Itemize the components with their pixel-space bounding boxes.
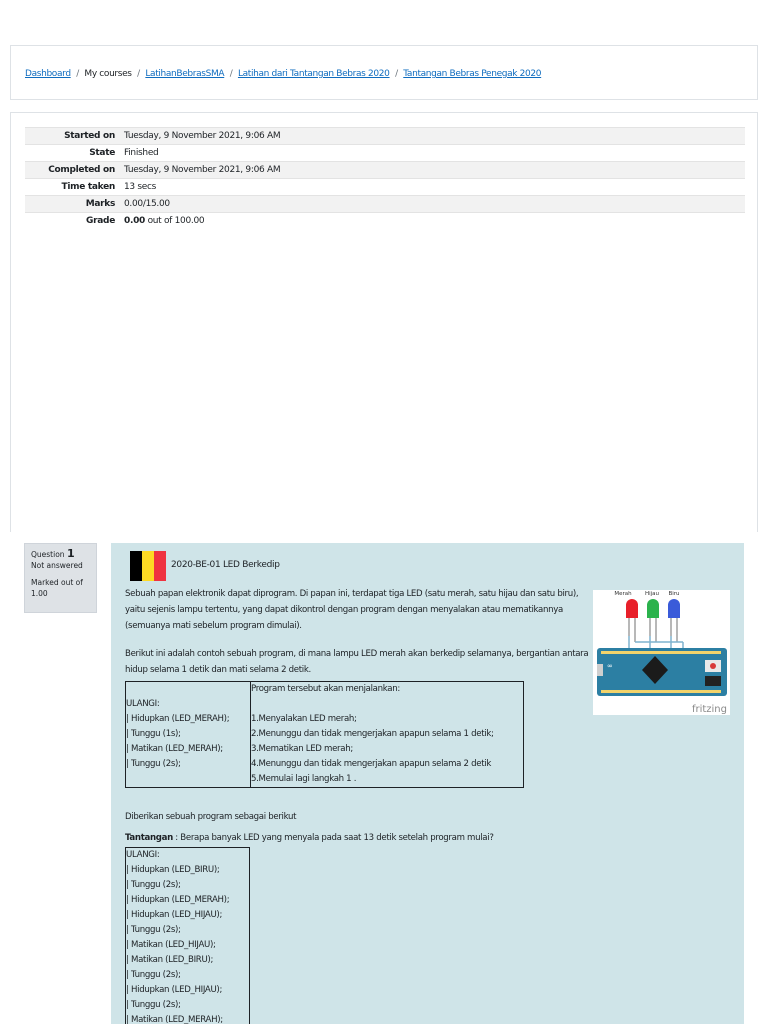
desc-line: 2.Menunggu dan tidak mengerjakan apapun selama 1 detik; [251,729,494,739]
challenge-text [125,830,625,846]
breadcrumb [25,69,541,79]
code-line: | Tunggu (2s); [126,880,181,890]
summary-row-grade [25,213,745,230]
belgium-flag-icon [130,551,166,581]
code-line: | Matikan (LED_MERAH); [126,744,223,754]
attempt-summary-panel [10,112,758,532]
challenge-question: : Berapa banyak LED yang menyala pada saat 13 detik setelah program mulai? [172,833,494,843]
code-line: ULANGI: [126,699,160,709]
given-program-text: Diberikan sebuah program sebagai berikut [125,812,297,822]
code-line: | Hidupkan (LED_HIJAU); [126,910,223,920]
flag-stripe [130,551,142,581]
summary-label: Marks [25,196,124,213]
code-line: | Matikan (LED_MERAH); [126,1015,223,1024]
summary-label: Grade [25,213,124,230]
example-program-table [125,681,524,788]
code-line: | Tunggu (1s); [126,729,181,739]
breadcrumb-separator: / [76,69,79,79]
given-program-code [125,847,250,1024]
code-line: | Hidupkan (LED_MERAH); [126,714,230,724]
breadcrumb-course[interactable]: LatihanBebrasSMA [145,69,225,79]
summary-label: Time taken [25,179,124,196]
breadcrumb-section[interactable]: Latihan dari Tantangan Bebras 2020 [237,69,390,79]
led-label-red: Merah [614,591,632,597]
desc-line [251,697,523,712]
code-line: | Hidupkan (LED_BIRU); [126,865,220,875]
breadcrumb-quiz[interactable]: Tantangan Bebras Penegak 2020 [403,69,542,79]
breadcrumb-my-courses: My courses [84,69,132,79]
summary-label: Completed on [25,162,124,179]
code-line: | Tunggu (2s); [126,759,181,769]
summary-value: Tuesday, 9 November 2021, 9:06 AM [124,128,745,145]
summary-value: Tuesday, 9 November 2021, 9:06 AM [124,162,745,179]
summary-value: 13 secs [124,179,745,196]
summary-value: 0.00/15.00 [124,196,745,213]
grade-score: 0.00 [124,216,146,227]
code-line: | Tunggu (2s); [126,925,181,935]
breadcrumb-separator: / [395,69,398,79]
flag-stripe [154,551,166,581]
code-line: | Tunggu (2s); [126,1000,181,1010]
summary-row-state [25,145,745,162]
summary-row-time-taken [25,179,745,196]
challenge-label: Tantangan [125,833,173,843]
arduino-led-diagram [593,590,730,715]
question-title: 2020-BE-01 LED Berkedip [171,560,280,570]
grade-suffix: out of 100.00 [145,216,205,227]
code-line: ULANGI: [126,850,160,860]
question-prefix: Question [31,550,65,559]
example-intro: Berikut ini adalah contoh sebuah program, di mana lampu LED merah akan berkedip selamanya, bergantian antara hidup selama 1 detik dan mati selama 2 detik. [125,649,589,675]
fritzing-watermark: fritzing [691,704,727,715]
breadcrumb-separator: / [137,69,140,79]
code-line: | Tunggu (2s); [126,970,181,980]
breadcrumb-container [10,45,758,100]
code-line: | Hidupkan (LED_HIJAU); [126,985,223,995]
desc-line: 1.Menyalakan LED merah; [251,714,357,724]
example-code-cell [126,682,251,788]
summary-row-completed [25,162,745,179]
svg-text:∞: ∞ [607,662,613,670]
summary-label: Started on [25,128,124,145]
question-state: Not answered [31,561,83,570]
summary-value: Finished [124,145,745,162]
summary-label: State [25,145,124,162]
question-number: 1 [66,547,75,560]
desc-line: 4.Menunggu dan tidak mengerjakan apapun selama 2 detik [251,759,491,769]
summary-value [124,213,745,230]
summary-row-marks [25,196,745,213]
question-info [24,543,97,613]
question-intro: Sebuah papan elektronik dapat diprogram. Di papan ini, terdapat tiga LED (satu merah, satu hijau dan satu biru), yaitu sejenis lampu tertentu, yang dapat dikontrol dengan program dengan menyalakan atau mematikannya (semuanya mati sebelum program dimulai). [125,589,579,631]
led-label-blue: Biru [668,591,680,597]
code-line: | Matikan (LED_BIRU); [126,955,214,965]
flag-stripe [142,551,154,581]
attempt-summary-table [25,127,745,230]
question-content [111,543,744,1024]
code-line [126,682,250,697]
led-label-green: Hijau [644,591,660,597]
question-marked: Marked out of 1.00 [31,578,83,598]
desc-line: Program tersebut akan menjalankan: [251,684,400,694]
breadcrumb-dashboard[interactable]: Dashboard [25,69,71,79]
example-description-cell [251,682,524,788]
code-line: | Hidupkan (LED_MERAH); [126,895,230,905]
breadcrumb-separator: / [229,69,233,79]
code-line: | Matikan (LED_HIJAU); [126,940,216,950]
desc-line: 3.Mematikan LED merah; [251,744,353,754]
summary-row-started [25,128,745,145]
desc-line: 5.Memulai lagi langkah 1 . [251,774,357,784]
